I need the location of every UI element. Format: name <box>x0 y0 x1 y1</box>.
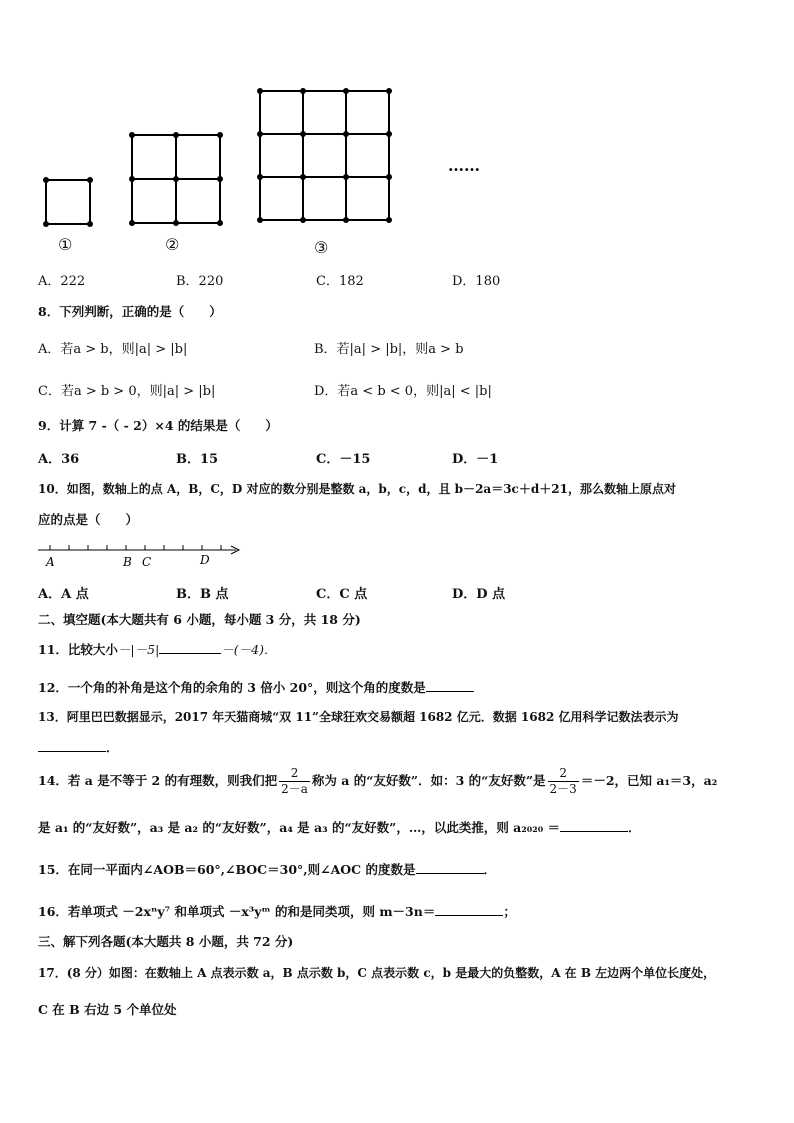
q8-option-d: D．若a < b < 0，则|a| < |b| <box>314 384 492 399</box>
q12 <box>38 678 474 696</box>
figure-ellipsis: …… <box>448 156 480 175</box>
q14-line1 <box>38 764 717 798</box>
q14-frac1-num: 2 <box>279 766 310 782</box>
q16-text: 16．若单项式 －2xⁿy⁷ 和单项式 －x³yᵐ 的和是同类项，则 m－3n＝ <box>38 904 436 919</box>
axis-label-b: B <box>123 555 132 569</box>
grid-dot <box>43 177 49 183</box>
grid-dot <box>257 88 263 94</box>
grid-dot <box>386 88 392 94</box>
q7-option-c: C．182 <box>316 274 364 289</box>
grid-dot <box>343 88 349 94</box>
grid-dot <box>257 174 263 180</box>
grid-dot <box>173 176 179 182</box>
grid-dot <box>257 131 263 137</box>
q12-text: 12．一个角的补角是这个角的余角的 3 倍小 20°，则这个角的度数是 <box>38 680 426 695</box>
grid-dot <box>43 221 49 227</box>
q11-left: －|－5| <box>117 642 160 657</box>
q7-option-d: D．180 <box>452 274 501 289</box>
q9-stem: 9．计算 7 -（ - 2）×4 的结果是（ ） <box>38 418 278 433</box>
figure-label-3: ③ <box>314 238 329 257</box>
q16-blank <box>435 903 503 916</box>
q14-p1: 14．若 a 是不等于 2 的有理数，则我们把 <box>38 773 278 788</box>
grid-dot <box>386 217 392 223</box>
q17-line1: 17．(8 分）如图：在数轴上 A 点表示数 a，B 点示数 b，C 点表示数 c，b 是最大的负整数，A 在 B 左边两个单位长度处， <box>38 966 716 980</box>
grid-dot <box>173 132 179 138</box>
grid-dot <box>300 88 306 94</box>
axis-label-a: A <box>46 555 55 569</box>
q8-option-c: C．若a > b > 0，则|a| > |b| <box>38 384 216 399</box>
dot-grid-figure <box>38 80 498 230</box>
q15-end: ． <box>483 862 497 877</box>
q10-option-c: C．C 点 <box>316 587 368 602</box>
number-line <box>38 540 248 570</box>
axis-label-d: D <box>200 553 210 567</box>
q14-line2-end: ． <box>628 820 641 835</box>
q13-line1: 13．阿里巴巴数据显示，2017 年天猫商城“双 11”全球狂欢交易额超 1682 亿元．数据 1682 亿用科学记数法表示为 <box>38 710 679 724</box>
grid-dot <box>343 174 349 180</box>
q13-blank <box>38 739 106 752</box>
section3-heading: 三、解下列各题(本大题共 8 小题，共 72 分) <box>38 934 294 949</box>
q8-stem: 8．下列判断，正确的是（ ） <box>38 304 222 319</box>
q13-line2-end: ． <box>106 740 119 755</box>
q17-line2: C 在 B 右边 5 个单位处 <box>38 1002 177 1017</box>
grid-dot <box>343 131 349 137</box>
q14-frac2-den: 2－3 <box>549 782 577 796</box>
grid-dot <box>386 174 392 180</box>
q14-line2 <box>38 818 641 836</box>
figure-label-2: ② <box>165 235 180 254</box>
grid-dot <box>173 220 179 226</box>
q15-blank <box>416 861 484 874</box>
grid-dot <box>217 220 223 226</box>
q8-option-a: A．若a > b，则|a| > |b| <box>38 342 188 357</box>
q16-end: ； <box>503 904 516 919</box>
grid-dot <box>217 132 223 138</box>
q10-stem-line2: 应的点是（ ） <box>38 512 139 527</box>
grid-dot <box>257 217 263 223</box>
q15 <box>38 860 496 878</box>
q9-option-d: D．－1 <box>452 452 499 467</box>
grid-dot <box>300 174 306 180</box>
q9-option-c: C．－15 <box>316 452 371 467</box>
grid-dot <box>129 220 135 226</box>
q14-p3: ＝－2，已知 a₁＝3，a₂ <box>580 773 718 788</box>
q15-text: 15．在同一平面内∠AOB＝60°,∠BOC＝30°,则∠AOC 的度数是 <box>38 862 416 877</box>
grid-dot <box>129 176 135 182</box>
q7-option-b: B．220 <box>176 274 224 289</box>
grid-dot <box>129 132 135 138</box>
q14-fraction-1 <box>279 766 310 797</box>
q14-p2: 称为 a 的“友好数”．如：3 的“友好数”是 <box>311 773 546 788</box>
q11-blank <box>159 641 221 654</box>
q11-prefix: 11．比较大小 <box>38 642 118 657</box>
q9-option-a: A．36 <box>38 452 80 467</box>
axis-label-c: C <box>142 555 152 569</box>
q14-blank <box>560 819 628 832</box>
q14-frac2-num: 2 <box>548 766 579 782</box>
grid-dot <box>217 176 223 182</box>
q11-right: －(－4)． <box>221 642 277 657</box>
grid-dot <box>300 131 306 137</box>
section2-heading: 二、填空题(本大题共有 6 小题，每小题 3 分，共 18 分) <box>38 612 361 627</box>
q14-frac1-den: 2－a <box>281 782 308 796</box>
q13-line2 <box>38 738 119 756</box>
figure-label-1: ① <box>58 235 73 254</box>
q12-blank <box>426 679 474 692</box>
q14-fraction-2 <box>548 766 579 797</box>
grid-dot <box>87 221 93 227</box>
q16 <box>38 902 516 920</box>
q10-option-d: D．D 点 <box>452 587 506 602</box>
q7-option-a: A．222 <box>38 274 86 289</box>
grid-dot <box>87 177 93 183</box>
q10-option-b: B．B 点 <box>176 587 229 602</box>
grid-dot <box>300 217 306 223</box>
grid-dot <box>386 131 392 137</box>
q11 <box>38 640 277 658</box>
q14-line2-text: 是 a₁ 的“友好数”，a₃ 是 a₂ 的“友好数”，a₄ 是 a₃ 的“友好数”，…，以此类推，则 a₂₀₂₀ ＝ <box>38 820 561 835</box>
grid-dot <box>343 217 349 223</box>
q10-option-a: A．A 点 <box>38 587 89 602</box>
q8-option-b: B．若|a| > |b|，则a > b <box>314 342 464 357</box>
q10-stem-line1: 10．如图，数轴上的点 A，B，C，D 对应的数分别是整数 a，b，c，d，且 b－2a＝3c＋d＋21，那么数轴上原点对 <box>38 482 676 496</box>
q9-option-b: B．15 <box>176 452 219 467</box>
